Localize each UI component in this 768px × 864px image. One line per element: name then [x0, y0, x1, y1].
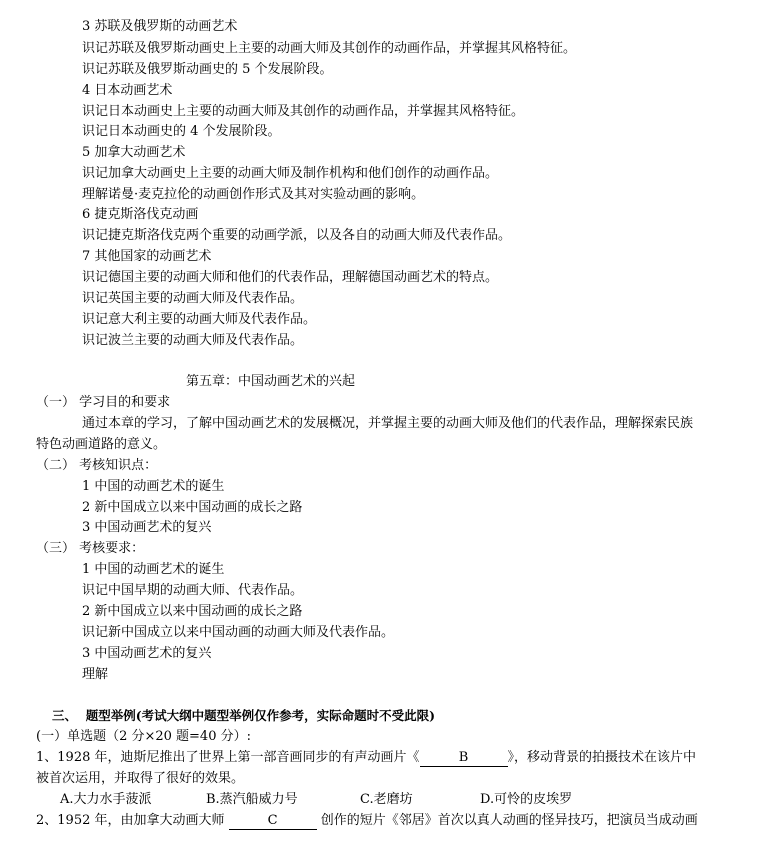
examples-heading — [52, 706, 435, 726]
chapter-5-purpose-line-2: 特色动画道路的意义。 — [36, 437, 167, 452]
knowledge-point-2: 2 新中国成立以来中国动画的成长之路 — [82, 500, 303, 515]
requirement-2-title: 2 新中国成立以来中国动画的成长之路 — [82, 604, 303, 619]
question-1-option-b: B.蒸汽船威力号 — [206, 792, 298, 807]
section-7-title: 7 其他国家的动画艺术 — [82, 249, 212, 264]
question-1-text-end: 》，移动背景的拍摄技术在该片中 — [507, 750, 697, 765]
chapter-5-heading-purpose: （一） 学习目的和要求 — [36, 395, 171, 410]
question-1-option-c: C.老磨坊 — [360, 792, 413, 807]
requirement-1-title: 1 中国的动画艺术的诞生 — [82, 562, 225, 577]
question-1-text-start: 1、1928 年，迪斯尼推出了世界上第一部音画同步的有声动画片《 — [36, 750, 420, 765]
requirement-3-detail: 理解 — [82, 667, 109, 682]
section-7-requirement-2: 识记英国主要的动画大师及代表作品。 — [82, 291, 304, 306]
question-1-line-1 — [36, 748, 696, 768]
chapter-5-heading-requirements: （三） 考核要求： — [36, 541, 145, 556]
section-3-title: 3 苏联及俄罗斯的动画艺术 — [82, 19, 238, 34]
section-7-requirement-1: 识记德国主要的动画大师和他们的代表作品，理解德国动画艺术的特点。 — [82, 270, 499, 285]
single-choice-heading: (一）单选题（2 分×20 题=40 分）: — [36, 729, 251, 744]
question-2-line-1 — [36, 811, 698, 831]
section-4-title: 4 日本动画艺术 — [82, 83, 173, 98]
examples-heading-text: 题型举例(考试大纲中题型举例仅作参考，实际命题时不受此限) — [85, 708, 436, 723]
section-7-requirement-4: 识记波兰主要的动画大师及代表作品。 — [82, 333, 304, 348]
section-3-requirement-1: 识记苏联及俄罗斯动画史上主要的动画大师及其创作的动画作品，并掌握其风格特征。 — [82, 41, 577, 56]
question-2-text-start: 2、1952 年，由加拿大动画大师 — [36, 813, 225, 828]
requirement-3-title: 3 中国动画艺术的复兴 — [82, 646, 212, 661]
section-3-requirement-2: 识记苏联及俄罗斯动画史的 5 个发展阶段。 — [82, 62, 333, 77]
question-1-option-d: D.可怜的皮埃罗 — [480, 792, 573, 807]
section-4-requirement-2: 识记日本动画史的 4 个发展阶段。 — [82, 124, 281, 139]
chapter-5-purpose-line-1: 通过本章的学习，了解中国动画艺术的发展概况，并掌握主要的动画大师及他们的代表作品，理解探索民族 — [82, 416, 694, 431]
section-5-requirement-2: 理解诺曼·麦克拉伦的动画创作形式及其对实验动画的影响。 — [82, 187, 425, 202]
section-4-requirement-1: 识记日本动画史上主要的动画大师及其创作的动画作品，并掌握其风格特征。 — [82, 104, 525, 119]
question-2-text-end: 创作的短片《邻居》首次以真人动画的怪异技巧，把演员当成动画 — [320, 813, 698, 828]
knowledge-point-3: 3 中国动画艺术的复兴 — [82, 520, 212, 535]
question-2-answer-blank: C — [229, 813, 317, 830]
knowledge-point-1: 1 中国的动画艺术的诞生 — [82, 479, 225, 494]
section-7-requirement-3: 识记意大利主要的动画大师及代表作品。 — [82, 312, 317, 327]
requirement-2-detail: 识记新中国成立以来中国动画的动画大师及代表作品。 — [82, 625, 395, 640]
chapter-5-title: 第五章：中国动画艺术的兴起 — [186, 374, 356, 389]
chapter-5-heading-knowledge-points: （二） 考核知识点： — [36, 458, 158, 473]
examples-heading-number: 三、 — [52, 708, 78, 723]
question-1-answer-blank: B — [420, 750, 508, 767]
requirement-1-detail: 识记中国早期的动画大师、代表作品。 — [82, 583, 304, 598]
section-6-title: 6 捷克斯洛伐克动画 — [82, 207, 199, 222]
section-6-requirement-1: 识记捷克斯洛伐克两个重要的动画学派，以及各自的动画大师及代表作品。 — [82, 228, 512, 243]
section-5-title: 5 加拿大动画艺术 — [82, 145, 186, 160]
question-1-option-a: A.大力水手菠派 — [60, 792, 152, 807]
question-1-line-2: 被首次运用，并取得了很好的效果。 — [36, 771, 245, 786]
section-5-requirement-1: 识记加拿大动画史上主要的动画大师及制作机构和他们创作的动画作品。 — [82, 166, 499, 181]
